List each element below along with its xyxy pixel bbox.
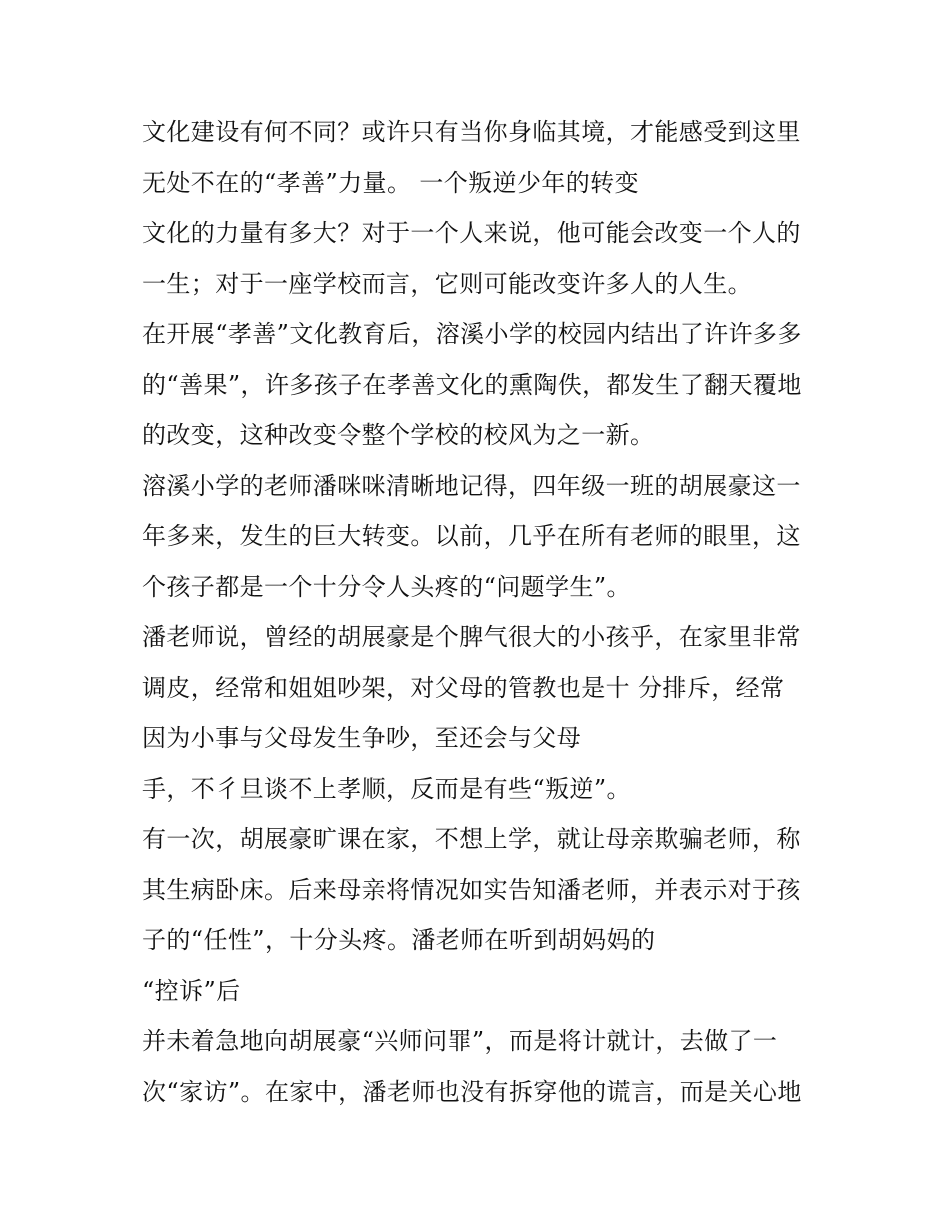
text-line: 潘老师说，曾经的胡展豪是个脾气很大的小孩乎，在家里非常	[142, 623, 801, 651]
text-line: 文化建设有何不同？或许只有当你身临其境，才能感受到这里	[142, 118, 801, 146]
text-line: 并未着急地向胡展豪“兴师问罪”，而是将计就计，去做了一	[142, 1027, 778, 1055]
text-line: 次“家访”。在家中，潘老师也没有拆穿他的谎言，而是关心地	[142, 1077, 802, 1106]
article-body	[142, 107, 822, 1117]
text-line: 手，不彳旦谈不上孝顺，反而是有些“叛逆”。	[142, 774, 631, 803]
text-line: 的“善果”，许多孩子在孝善文化的熏陶佚，都发生了翻天覆地	[142, 370, 802, 399]
text-line: 因为小事与父母发生争吵，至还会与父母	[142, 724, 582, 752]
text-line: 个孩子都是一个十分令人头疼的“问题学生”。	[142, 572, 631, 601]
text-line: “控诉”后	[142, 976, 241, 1005]
text-line: 在开展“孝善”文化教育后，溶溪小学的校园内结出了许许多多	[142, 320, 802, 348]
text-line: 一生；对于一座学校而言，它则可能改变许多人的人生。	[142, 269, 752, 298]
text-line: 年多来，发生的巨大转变。以前，几乎在所有老师的眼里，这	[142, 522, 801, 550]
text-line: 文化的力量有多大？对于一个人来说，他可能会改变一个人的	[142, 219, 801, 247]
text-line: 子的“任性”，十分头疼。潘老师在听到胡妈妈的	[142, 926, 656, 954]
text-line: 有一次，胡展豪旷课在家，不想上学，就让母亲欺骗老师，称	[142, 825, 801, 853]
text-line: 溶溪小学的老师潘咪咪清晰地记得，四年级一班的胡展豪这一	[142, 471, 801, 500]
text-line: 调皮，经常和姐姐吵架，对父母的管教也是十 分排斥，经常	[142, 673, 785, 702]
text-line: 的改变，这种改变令整个学校的校风为之一新。	[142, 421, 655, 449]
text-line: 无处不在的“孝善”力量。 一个叛逆少年的转变	[142, 168, 639, 197]
text-line: 其生病卧床。后来母亲将情况如实告知潘老师，并表示对于孩	[142, 875, 801, 904]
